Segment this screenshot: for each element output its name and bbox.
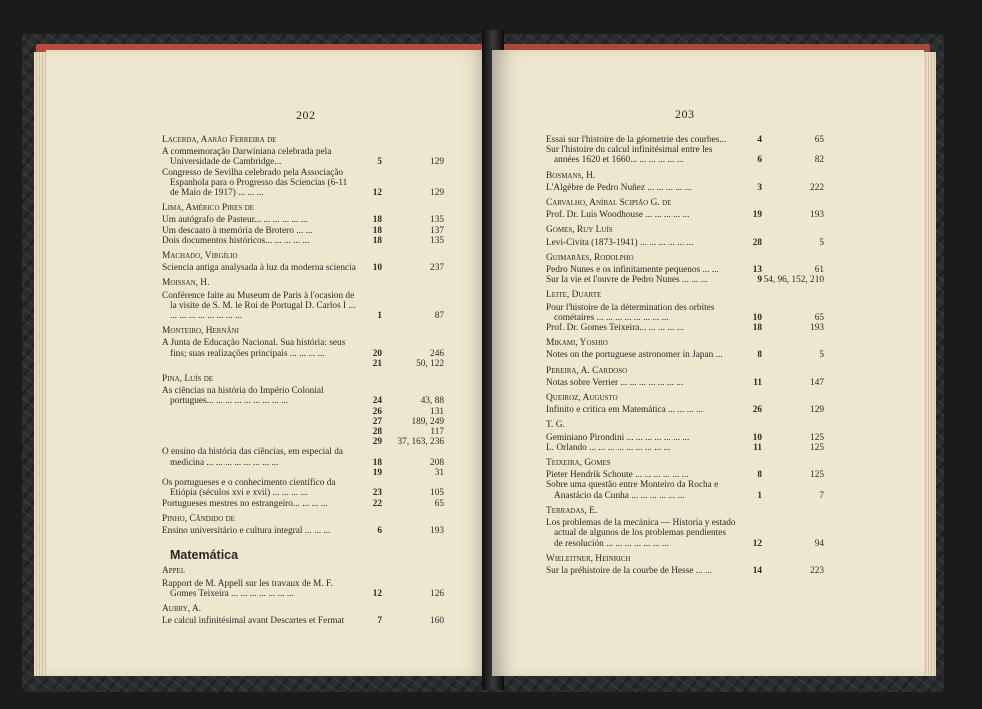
- entry-title: Notas sobre Verrier ... ... ... ... ... ... ...: [546, 377, 684, 388]
- entry-page: 5: [819, 350, 824, 361]
- entry-volume: 5: [377, 157, 382, 168]
- entry-volume: 18: [372, 225, 382, 236]
- entry-page: 65: [814, 312, 824, 323]
- index-entry: [162, 147, 444, 167]
- page-stack-right: [922, 52, 936, 676]
- author-heading: Queiroz, Augusto: [546, 393, 618, 404]
- entry-page: 61: [814, 265, 824, 276]
- author-heading: Carvalho, Aníbal Scipião G. de: [546, 198, 672, 209]
- index-entry: [162, 499, 444, 509]
- entry-volume: 11: [753, 377, 762, 388]
- entry-title: Ensino universitário e cultura integral ... ... ...: [162, 525, 331, 536]
- author-heading: Leite, Duarte: [546, 290, 602, 301]
- entry-page: 131: [430, 406, 444, 417]
- index-entry: [546, 145, 824, 165]
- index-entry: [162, 215, 444, 225]
- entry-title: Um autógrafo de Pasteur... ... ... ... ... ...: [162, 215, 308, 226]
- index-entry: [162, 526, 444, 536]
- entry-title: Le calcul infinitésimal avant Descartes et Fermat: [162, 616, 345, 627]
- entry-page: 31: [434, 467, 444, 478]
- entry-title: Rapport de M. Appell sur les travaux de M. F. Gomes Teixeira ... ... ... ... ... ... ...: [162, 578, 333, 599]
- entry-page: 125: [810, 470, 824, 481]
- entry-volume: 8: [757, 350, 762, 361]
- entry-title: Sobre uma questão entre Monteiro da Rocha e Anastácio da Cunha ... ... ... ... ... ...: [546, 480, 719, 501]
- page-number: 203: [675, 107, 695, 121]
- entry-page: 135: [430, 235, 444, 246]
- index-entry: [546, 303, 824, 323]
- entry-volume: 19: [372, 467, 382, 478]
- entry-page: 222: [810, 182, 824, 193]
- entry-title: A commemoração Darwiniana celebrada pela Universidade de Cambridge...: [162, 147, 332, 168]
- entry-page: 160: [430, 616, 444, 627]
- entry-title: L'Algèbre de Pedro Nuñez ... ... ... ... ...: [546, 182, 692, 193]
- section-heading: Matemática: [170, 548, 239, 563]
- index-entry: [162, 168, 444, 199]
- author-heading: Pina, Luís de: [162, 374, 214, 385]
- index-entry: [546, 566, 824, 576]
- entry-volume: 6: [757, 155, 762, 166]
- entry-page: 65: [814, 135, 824, 145]
- entry-page: 37, 163, 236: [397, 437, 444, 448]
- index-entry: [162, 478, 444, 498]
- entry-page: 125: [810, 442, 824, 453]
- author-heading: Monteiro, Hernâni: [162, 326, 239, 337]
- entry-title: Sur la vie et l'ouvre de Pedro Nunes ... ... ...: [546, 275, 708, 286]
- entry-page: 50, 122: [416, 358, 444, 369]
- index-entry: [546, 350, 824, 360]
- index-entry: [162, 437, 444, 447]
- author-heading: Teixeira, Gomes: [546, 458, 611, 469]
- entry-volume: 9: [757, 275, 762, 286]
- index-entry: [162, 468, 444, 478]
- entry-title: Um descaato à memória de Brotero ... ...: [162, 225, 313, 236]
- index-entry: [546, 480, 824, 500]
- entry-volume: 7: [377, 616, 382, 627]
- entry-volume: 28: [752, 237, 762, 248]
- entry-title: As ciências na história do Império Colonial portugues... ... ... ... ... ... ... ... ...: [162, 386, 324, 407]
- entry-volume: 4: [757, 135, 762, 145]
- entry-page: 129: [430, 188, 444, 199]
- entry-page: 135: [430, 215, 444, 226]
- entry-page: 223: [810, 565, 824, 576]
- entry-title: Los problemas de la mecánica — Historia y estado actual de algunos de los problemas pendientes de resolución ... ... ... ... ... ... ...: [546, 518, 736, 549]
- entry-title: L. Orlando ... ... ... ... ... ... ... ... ...: [546, 442, 671, 453]
- index-entry: [546, 135, 824, 145]
- entry-page: 125: [810, 432, 824, 443]
- entry-volume: 27: [372, 416, 382, 427]
- entry-volume: 20: [372, 348, 382, 359]
- author-heading: Bosmans, H.: [546, 170, 596, 181]
- entry-page: 82: [814, 155, 824, 166]
- index-entries: [162, 130, 444, 626]
- entry-page: 246: [430, 348, 444, 359]
- index-entry: [162, 616, 444, 626]
- author-heading: Moissan, H.: [162, 278, 210, 289]
- entry-volume: 19: [752, 210, 762, 221]
- entry-volume: 18: [372, 235, 382, 246]
- entry-volume: 12: [752, 538, 762, 549]
- author-heading: Lima, Américo Pires de: [162, 203, 254, 214]
- index-entry: [162, 417, 444, 427]
- entry-page: 87: [434, 311, 444, 322]
- entry-page: 193: [810, 323, 824, 334]
- entry-page: 129: [810, 405, 824, 416]
- entry-title: Geminiano Pirondini ... ... ... ... ... ... ...: [546, 432, 690, 443]
- entry-volume: 8: [757, 470, 762, 481]
- index-entry: [162, 407, 444, 417]
- entry-page: 137: [430, 225, 444, 236]
- index-entries: [546, 135, 824, 576]
- entry-volume: 1: [757, 490, 762, 501]
- entry-title: Sciencia antiga analysada à luz da moderna sciencia: [162, 263, 356, 274]
- entry-volume: 23: [372, 488, 382, 499]
- index-entry: [162, 447, 444, 467]
- entry-volume: 26: [372, 406, 382, 417]
- entry-volume: 14: [752, 565, 762, 576]
- author-heading: Lacerda, Aarão Ferreira de: [162, 135, 277, 145]
- author-heading: Terradas, E.: [546, 505, 598, 516]
- entry-title: Notes on the portuguese astronomer in Japan ...: [546, 350, 723, 361]
- entry-title: Essai sur l'histoire de la géometrie des courbes...: [546, 135, 727, 145]
- page-number: 202: [296, 108, 316, 122]
- author-heading: Gomes, Ruy Luís: [546, 225, 613, 236]
- author-heading: Pinho, Cândido de: [162, 513, 235, 524]
- entry-page: 5: [819, 237, 824, 248]
- index-entry: [546, 323, 824, 333]
- entry-title: Pour l'histoire de la détermination des orbites cométaires ... ... ... ... ... ... ... ...: [546, 302, 715, 323]
- index-entry: [162, 263, 444, 273]
- entry-page: 237: [430, 263, 444, 274]
- entry-page: 94: [814, 538, 824, 549]
- entry-title: Dois documentos históricos... ... ... ... ...: [162, 235, 310, 246]
- right-page: [492, 50, 924, 676]
- entry-page: 54, 96, 152, 210: [763, 275, 824, 286]
- index-entry: [162, 291, 444, 322]
- left-page: [46, 50, 490, 676]
- entry-volume: 28: [372, 427, 382, 438]
- entry-volume: 26: [752, 405, 762, 416]
- entry-title: Prof. Dr. Gomes Teixeira... ... ... ... ...: [546, 323, 684, 334]
- index-entry: [162, 359, 444, 369]
- index-entry: [162, 338, 444, 358]
- entry-page: 147: [810, 377, 824, 388]
- index-entry: [162, 236, 444, 246]
- entry-volume: 1: [377, 311, 382, 322]
- entry-volume: 11: [753, 442, 762, 453]
- index-entry: [546, 470, 824, 480]
- entry-title: Conférence faite au Museum de Paris à l'ocasion de la visite de S. M. le Roi de Portugal D. Carlos I ... ... ... ... ... ... ... ... ...: [162, 290, 356, 322]
- entry-volume: 18: [372, 215, 382, 226]
- entry-page: 7: [819, 490, 824, 501]
- entry-title: Os portugueses e o conhecimento científico da Etiópia (séculos xvi e xvii) ... ... ... ...: [162, 478, 336, 499]
- entry-volume: 21: [372, 358, 382, 369]
- author-heading: Machado, Virgílio: [162, 251, 238, 262]
- entry-volume: 29: [372, 437, 382, 448]
- entry-volume: 24: [372, 396, 382, 407]
- entry-title: Sur la préhistoire de la courbe de Hesse ... ...: [546, 565, 713, 576]
- index-entry: [546, 183, 824, 193]
- entry-volume: 10: [752, 432, 762, 443]
- entry-page: 105: [430, 488, 444, 499]
- index-entry: [162, 226, 444, 236]
- index-entry: [546, 265, 824, 275]
- entry-volume: 22: [372, 498, 382, 509]
- index-entry: [546, 433, 824, 443]
- author-heading: Wieleitner, Heinrich: [546, 553, 631, 564]
- author-heading: Mikami, Yoshio: [546, 338, 608, 349]
- entry-volume: 12: [372, 188, 382, 199]
- index-entry: [546, 518, 824, 549]
- entry-volume: 3: [757, 182, 762, 193]
- index-entry: [546, 405, 824, 415]
- entry-page: 129: [430, 157, 444, 168]
- entry-title: Prof. Dr. Luís Woodhouse ... ... ... ... ...: [546, 210, 690, 221]
- index-entry: [162, 386, 444, 406]
- author-heading: Aubry, A.: [162, 603, 202, 614]
- entry-title: Infinito e crítica em Matemática ... ... ... ...: [546, 405, 703, 416]
- author-heading: Pereira, A. Cardoso: [546, 365, 628, 376]
- entry-volume: 18: [372, 457, 382, 468]
- author-heading: T. G.: [546, 420, 565, 431]
- entry-page: 65: [434, 498, 444, 509]
- entry-volume: 10: [372, 263, 382, 274]
- entry-page: 117: [430, 427, 444, 438]
- index-entry: [546, 378, 824, 388]
- entry-title: Congresso de Sevilha celebrado pela Associação Espanhola para o Progresso das Sciencias (6-11 de Maio de 1917) ... ... ...: [162, 167, 348, 199]
- entry-title: Portugueses mestres no estrangeiro... ... ... ...: [162, 498, 328, 509]
- entry-title: A Junta de Educação Nacional. Sua história: seus fins; suas realizações principais ... ... ... ...: [162, 338, 346, 359]
- author-heading: Appel: [162, 566, 186, 577]
- index-entry: [546, 238, 824, 248]
- entry-volume: 10: [752, 312, 762, 323]
- entry-page: 43, 88: [420, 396, 444, 407]
- index-entry: [546, 210, 824, 220]
- entry-volume: 6: [377, 525, 382, 536]
- entry-page: 208: [430, 457, 444, 468]
- index-entry: [546, 443, 824, 453]
- entry-title: Levi-Civita (1873-1941) ... ... ... ... ... ...: [546, 237, 694, 248]
- entry-title: Sur l'histoire du calcul infinitésimal entre les années 1620 et 1660... ... ... ... ... ...: [546, 145, 713, 166]
- entry-page: 193: [430, 525, 444, 536]
- entry-page: 193: [810, 210, 824, 221]
- entry-title: O ensino da história das ciências, em especial da medicina ... ... ... ... ... ... ... ...: [162, 447, 343, 468]
- author-heading: Guimarães, Rodolpho: [546, 252, 634, 263]
- entry-title: Pieter Hendrik Schoute ... ... ... ... ... ...: [546, 470, 689, 481]
- index-entry: [162, 579, 444, 599]
- entry-page: 189, 249: [411, 416, 444, 427]
- entry-page: 126: [430, 588, 444, 599]
- entry-volume: 13: [752, 265, 762, 276]
- index-entry: [162, 427, 444, 437]
- entry-volume: 18: [752, 323, 762, 334]
- entry-title: Pedro Nunes e os infinitamente pequenos ... ...: [546, 265, 719, 276]
- index-entry: [546, 275, 824, 285]
- entry-volume: 12: [372, 588, 382, 599]
